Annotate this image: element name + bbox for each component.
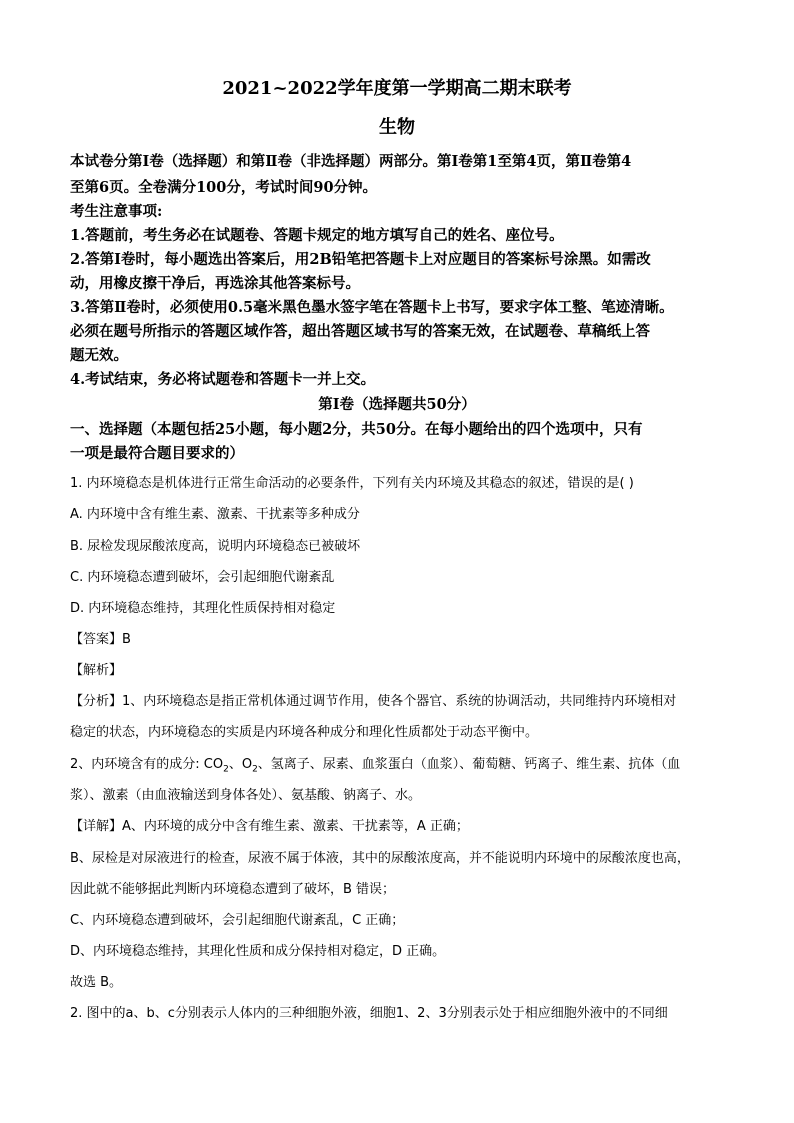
notice-item-1: 1.答题前，考生务必在试题卷、答题卡规定的地方填写自己的姓名、座位号。 bbox=[70, 227, 564, 244]
detail-b-line-2: 因此就不能够据此判断内环境稳态遭到了破坏，B 错误； bbox=[70, 882, 396, 897]
notice-item-3-line-2: 必须在题号所指示的答题区域作答，超出答题区域书写的答案无效，在试题卷、草稿纸上答 bbox=[70, 323, 650, 340]
question-1-option-b: B. 尿检发现尿酸浓度高，说明内环境稳态已被破坏 bbox=[70, 539, 361, 554]
detail-d: D、内环境稳态维持，其理化性质和成分保持相对稳定，D 正确。 bbox=[70, 944, 446, 959]
co2-subscript: 2 bbox=[223, 764, 229, 775]
detail-line-1: 【详解】A、内环境的成分中含有维生素、激素、干扰素等，A 正确； bbox=[70, 819, 469, 834]
notice-item-2-line-2: 动，用橡皮擦干净后，再选涂其他答案标号。 bbox=[70, 275, 360, 292]
detail-c: C、内环境稳态遭到破坏，会引起细胞代谢紊乱，C 正确； bbox=[70, 913, 405, 928]
notice-item-4: 4.考试结束，务必将试题卷和答题卡一并上交。 bbox=[70, 371, 376, 388]
question-1-option-a: A. 内环境中含有维生素、激素、干扰素等多种成分 bbox=[70, 507, 360, 522]
question-1-option-c: C. 内环境稳态遭到破坏，会引起细胞代谢紊乱 bbox=[70, 570, 335, 585]
analysis-p1-line-1: 【分析】1、内环境稳态是指正常机体通过调节作用，使各个器官、系统的协调活动，共同维持内环境相对 bbox=[70, 694, 677, 709]
notice-item-2-line-1: 2.答第Ⅰ卷时，每小题选出答案后，用2B铅笔把答题卡上对应题目的答案标号涂黑。如需改 bbox=[70, 251, 651, 268]
notice-heading: 考生注意事项: bbox=[70, 203, 163, 220]
analysis-p1-line-2: 稳定的状态，内环境稳态的实质是内环境各种成分和理化性质都处于动态平衡中。 bbox=[70, 725, 539, 740]
intro-line-1: 本试卷分第Ⅰ卷（选择题）和第Ⅱ卷（非选择题）两部分。第Ⅰ卷第1至第4页，第Ⅱ卷第4 bbox=[70, 153, 632, 170]
analysis-p2-part-c: 、氢离子、尿素、血浆蛋白（血浆）、葡萄糖、钙离子、维生素、抗体（血 bbox=[257, 757, 681, 772]
analysis-p2-line-2: 浆）、激素（由血液输送到身体各处）、氨基酸、钠离子、水。 bbox=[70, 788, 422, 803]
section-1-title: 第Ⅰ卷（选择题共50分） bbox=[318, 396, 476, 413]
exam-title: 2021~2022学年度第一学期高二期末联考 bbox=[222, 78, 572, 99]
o2-subscript: 2 bbox=[252, 764, 258, 775]
question-1-stem: 1. 内环境稳态是机体进行正常生命活动的必要条件，下列有关内环境及其稳态的叙述，错误的是( ) bbox=[70, 476, 634, 491]
question-1-option-d: D. 内环境稳态维持，其理化性质保持相对稳定 bbox=[70, 601, 336, 616]
conclusion: 故选 B。 bbox=[70, 975, 123, 990]
subject-title: 生物 bbox=[379, 117, 415, 138]
question-2-stem-line-1: 2. 图中的a、b、c分别表示人体内的三种细胞外液，细胞1、2、3分别表示处于相应细胞外液中的不同细 bbox=[70, 1006, 668, 1021]
section-1-heading-line-1: 一、选择题（本题包括25小题，每小题2分，共50分。在每小题给出的四个选项中，只有 bbox=[70, 421, 643, 438]
analysis-label: 【解析】 bbox=[70, 663, 123, 678]
analysis-p2-part-a: 2、内环境含有的成分: CO bbox=[70, 757, 224, 772]
section-1-heading-line-2: 一项是最符合题目要求的） bbox=[70, 445, 244, 462]
notice-item-3-line-3: 题无效。 bbox=[70, 347, 128, 364]
analysis-p2-line-1 bbox=[70, 753, 681, 775]
notice-item-3-line-1: 3.答第Ⅱ卷时，必须使用0.5毫米黑色墨水签字笔在答题卡上书写，要求字体工整、笔迹清晰。 bbox=[70, 299, 674, 316]
detail-b-line-1: B、尿检是对尿液进行的检查，尿液不属于体液，其中的尿酸浓度高，并不能说明内环境中的尿酸浓度也高， bbox=[70, 851, 690, 866]
intro-line-2: 至第6页。全卷满分100分，考试时间90分钟。 bbox=[70, 179, 378, 196]
answer-label: 【答案】B bbox=[70, 632, 131, 647]
analysis-p2-part-b: 、O bbox=[228, 757, 253, 772]
